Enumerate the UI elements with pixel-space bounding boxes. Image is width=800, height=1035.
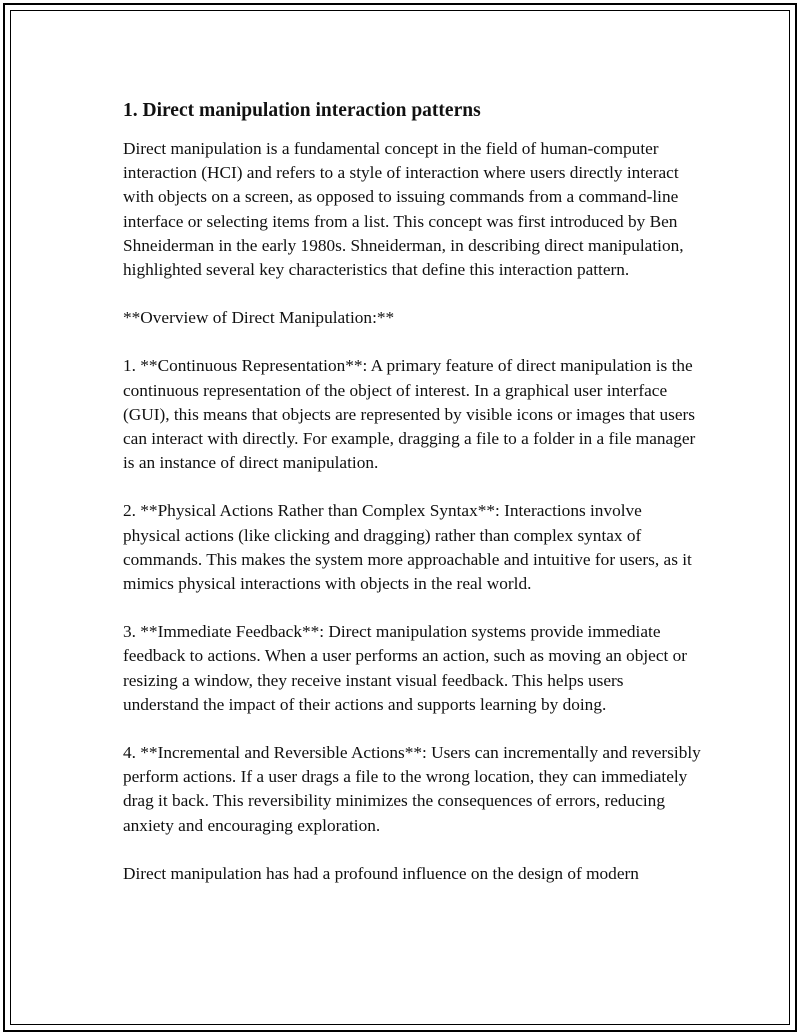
section-heading: 1. Direct manipulation interaction patterns <box>123 100 481 121</box>
list-item-incremental-reversible: 4. **Incremental and Reversible Actions**: Users can incrementally and reversibly perform actions. If a user drags a file to the wrong location, they can immediately drag it back. This reversibility minimizes the consequences of errors, reducing anxiety and encouraging exploration. <box>123 743 701 835</box>
list-item-immediate-feedback: 3. **Immediate Feedback**: Direct manipulation systems provide immediate feedback to actions. When a user performs an action, such as moving an object or resizing a window, they receive instant visual feedback. This helps users understand the impact of their actions and supports learning by doing. <box>123 622 688 714</box>
intro-paragraph: Direct manipulation is a fundamental concept in the field of human-computer interaction (HCI) and refers to a style of interaction where users directly interact with objects on a screen, as opposed to issuing commands from a command-line interface or selecting items from a list. This concept was first introduced by Ben Shneiderman in the early 1980s. Shneiderman, in describing direct manipulation, highlighted several key characteristics that define this interaction pattern. <box>123 139 684 280</box>
list-item-physical-actions: 2. **Physical Actions Rather than Complex Syntax**: Interactions involve physical actions (like clicking and dragging) rather than complex syntax of commands. This makes the system more approachable and intuitive for users, as it mimics physical interactions with objects in the real world. <box>123 501 692 594</box>
document-page <box>3 3 797 1032</box>
document-content <box>123 98 703 910</box>
list-item-continuous-representation: 1. **Continuous Representation**: A primary feature of direct manipulation is the continuous representation of the object of interest. In a graphical user interface (GUI), this means that objects are represented by visible icons or images that users can interact with directly. For example, dragging a file to a folder in a file manager is an instance of direct manipulation. <box>123 356 696 473</box>
overview-heading-paragraph: **Overview of Direct Manipulation:** <box>123 308 395 328</box>
closing-paragraph: Direct manipulation has had a profound influence on the design of modern <box>123 863 639 883</box>
